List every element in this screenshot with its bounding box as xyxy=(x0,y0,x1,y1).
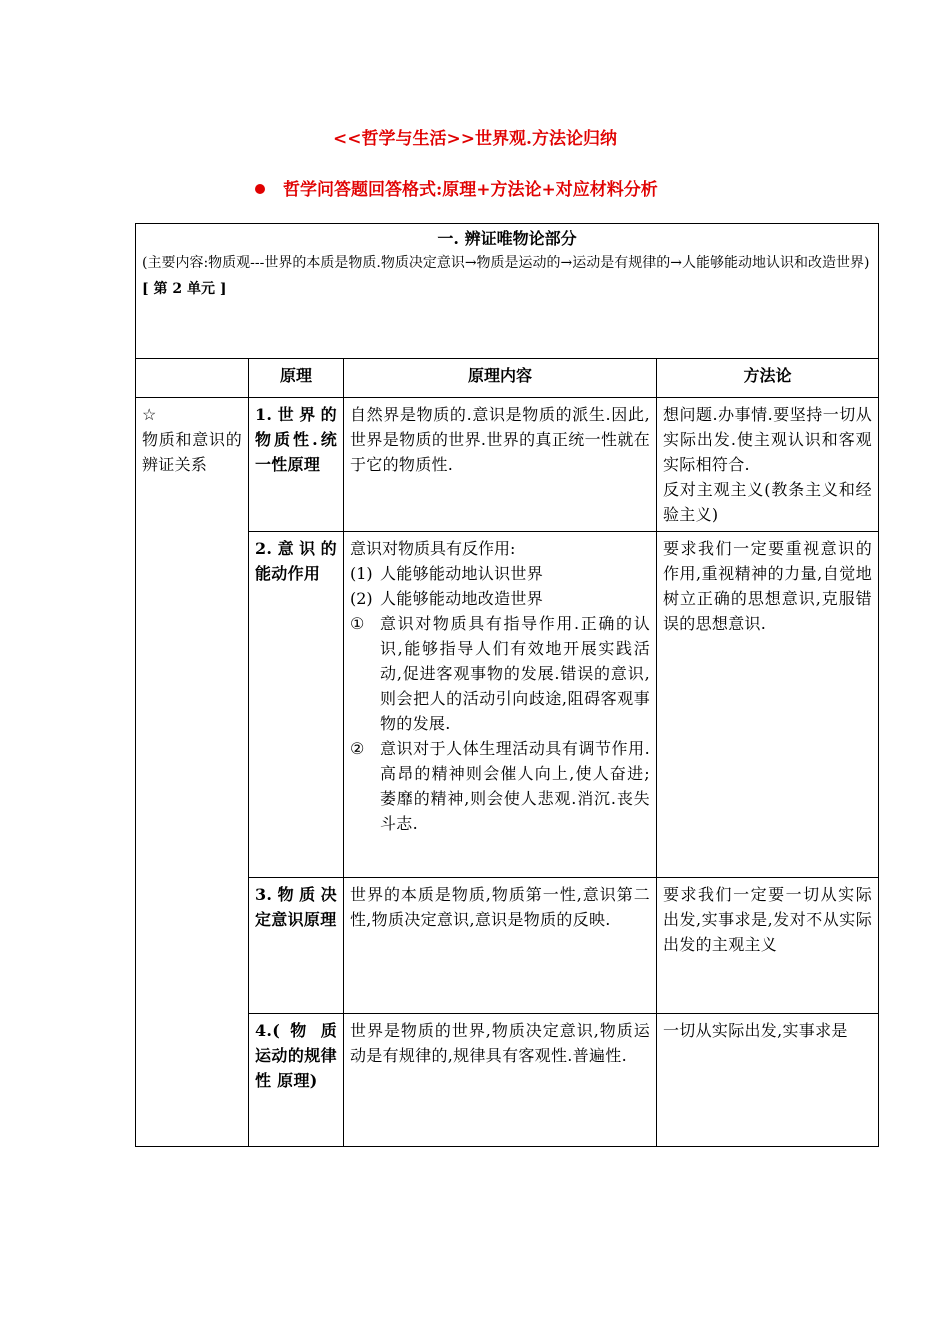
method-cell: 想问题.办事情.要坚持一切从实际出发.使主观认识和客观实际相符合. 反对主观主义(教条主义和经验主义) xyxy=(657,398,879,532)
header-method: 方法论 xyxy=(657,359,879,398)
list-item xyxy=(350,561,650,586)
section-unit: [ 第 2 单元 ] xyxy=(142,281,227,297)
content-cell: 世界的本质是物质,物质第一性,意识第二性,物质决定意识,意识是物质的反映. xyxy=(344,878,657,1014)
principle-cell: 2.意识的能动作用 xyxy=(249,532,344,878)
answer-format-text: 哲学问答题回答格式:原理+方法论+对应材料分析 xyxy=(283,180,658,200)
principle-cell: 4.( 物 质运动的规律 性 原理) xyxy=(249,1014,344,1147)
bullet-icon xyxy=(255,184,265,194)
section-description-text: (主要内容:物质观---世界的本质是物质.物质决定意识→物质是运动的→运动是有规律的→人能够能动地认识和改造世界) xyxy=(142,255,870,271)
answer-format-bullet xyxy=(255,175,658,200)
list-item xyxy=(350,611,650,736)
method-cell: 一切从实际出发,实事求是 xyxy=(657,1014,879,1147)
list-item-text: 意识对于人体生理活动具有调节作用.高昂的精神则会催人向上,使人奋进;萎靡的精神,则会使人悲观.消沉.丧失斗志. xyxy=(380,739,650,833)
list-marker: ① xyxy=(350,614,365,633)
list-item-text: 意识对物质具有指导作用.正确的认识,能够指导人们有效地开展实践活动,促进客观事物的发展.错误的意识,则会把人的活动引向歧途,阻碍客观事物的发展. xyxy=(380,614,650,733)
list-marker: ② xyxy=(350,739,365,758)
header-content: 原理内容 xyxy=(344,359,657,398)
principle-cell: 1.世界的物质性.统一性原理 xyxy=(249,398,344,532)
header-principle: 原理 xyxy=(249,359,344,398)
content-cell: 自然界是物质的.意识是物质的派生.因此,世界是物质的世界.世界的真正统一性就在于它的物质性. xyxy=(344,398,657,532)
section-heading: 一. 辨证唯物论部分 xyxy=(437,229,577,248)
section-cell xyxy=(136,224,879,359)
method-cell: 要求我们一定要重视意识的作用,重视精神的力量,自觉地树立正确的思想意识,克服错误的思想意识. xyxy=(657,532,879,878)
header-empty xyxy=(136,359,249,398)
summary-table xyxy=(135,223,879,1147)
content-list xyxy=(350,561,650,836)
content-cell xyxy=(344,532,657,878)
group-label: 物质和意识的辨证关系 xyxy=(142,430,242,474)
document-title: <<哲学与生活>>世界观.方法论归纳 xyxy=(333,129,617,149)
header-row xyxy=(136,359,879,398)
section-row xyxy=(136,224,879,359)
content-intro: 意识对物质具有反作用: xyxy=(350,539,516,558)
list-item-text: 人能够能动地认识世界 xyxy=(380,564,544,583)
list-marker: (1) xyxy=(350,564,373,583)
list-item xyxy=(350,586,650,611)
table-row xyxy=(136,398,879,532)
content-cell: 世界是物质的世界,物质决定意识,物质运动是有规律的,规律具有客观性.普遍性. xyxy=(344,1014,657,1147)
group-cell xyxy=(136,398,249,1147)
method-cell: 要求我们一定要一切从实际出发,实事求是,发对不从实际出发的主观主义 xyxy=(657,878,879,1014)
star-icon: ☆ xyxy=(142,405,157,424)
list-marker: (2) xyxy=(350,589,373,608)
list-item xyxy=(350,736,650,836)
list-item-text: 人能够能动地改造世界 xyxy=(380,589,544,608)
section-description xyxy=(142,250,872,302)
principle-cell: 3.物质决定意识原理 xyxy=(249,878,344,1014)
